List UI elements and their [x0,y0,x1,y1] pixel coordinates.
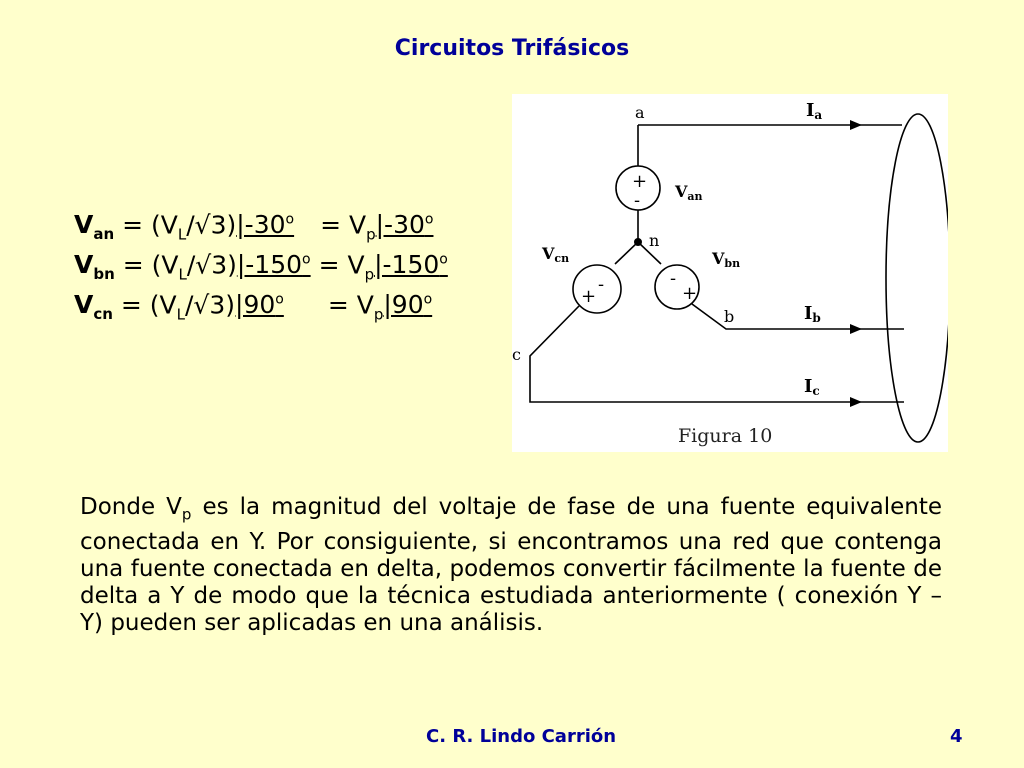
figure-caption: Figura 10 [678,425,773,447]
arrow-ib [850,324,862,334]
phase-voltage-equations [74,200,448,324]
ic-label: Ic [804,376,820,398]
equation-vbn: $V_{bn} = (V_L/√3)|-150^o = V_p|-150^o$ [74,250,448,284]
arrow-ic [850,397,862,407]
node-n-label: n [649,231,660,250]
node-b-label: b [724,307,735,326]
van-minus: - [634,190,641,211]
vbn-plus: + [682,283,698,304]
eq-angle: |-150$^o$ [236,250,311,280]
eq-angle: |90$^o$ [235,290,284,320]
page-number: 4 [950,726,963,747]
footer-author: C. R. Lindo Carrión [426,726,617,747]
ib-label: Ib [804,303,821,325]
eq-angle-p: |90$^o$ [383,290,433,320]
eq-angle: |-30$^o$ [236,210,295,240]
line-c [530,306,904,402]
slide-title: Circuitos Trifásicos [394,36,630,61]
eq-var: $V_{cn}$ [74,290,113,324]
equation-van: $V_{an} = (V_L/√3)|-30^o = V_p|-30^o$ [74,210,434,244]
arrow-ia [850,120,862,130]
wye-source-diagram [512,94,948,452]
node-a-label: a [635,103,645,122]
van-label: Van [675,182,703,203]
vcn-plus: + [581,286,597,307]
eq-angle-p: |-150$^o$ [374,250,448,280]
ia-label: Ia [806,100,823,122]
vcn-label: Vcn [542,244,570,265]
explanation-paragraph: Donde $V_p$ es la magnitud del voltaje de fase de una fuente equivalente conectada en Y. Por consiguiente, si encontramos una red que contenga una fuente conectada en delta, podemos convertir fácilmente la fuente de delta a Y de modo que la técnica estudiada anteriormente ( conexión Y – Y) pueden ser aplicadas en una análisis. [80,494,942,636]
node-n-dot [634,238,642,246]
vbn-minus: - [670,268,677,289]
equation-vcn: $V_{cn} = (V_L/√3)|90^o = V_p|90^o$ [74,290,433,324]
van-plus: + [632,171,648,192]
load-ellipse [886,114,948,442]
circuit-figure [512,94,948,452]
eq-angle-p: |-30$^o$ [375,210,434,240]
node-c-label: c [512,345,521,364]
eq-var: $V_{an}$ [74,210,115,244]
eq-var: $V_{bn}$ [74,250,115,284]
vcn-minus: - [598,274,605,295]
vbn-label: Vbn [712,249,741,270]
